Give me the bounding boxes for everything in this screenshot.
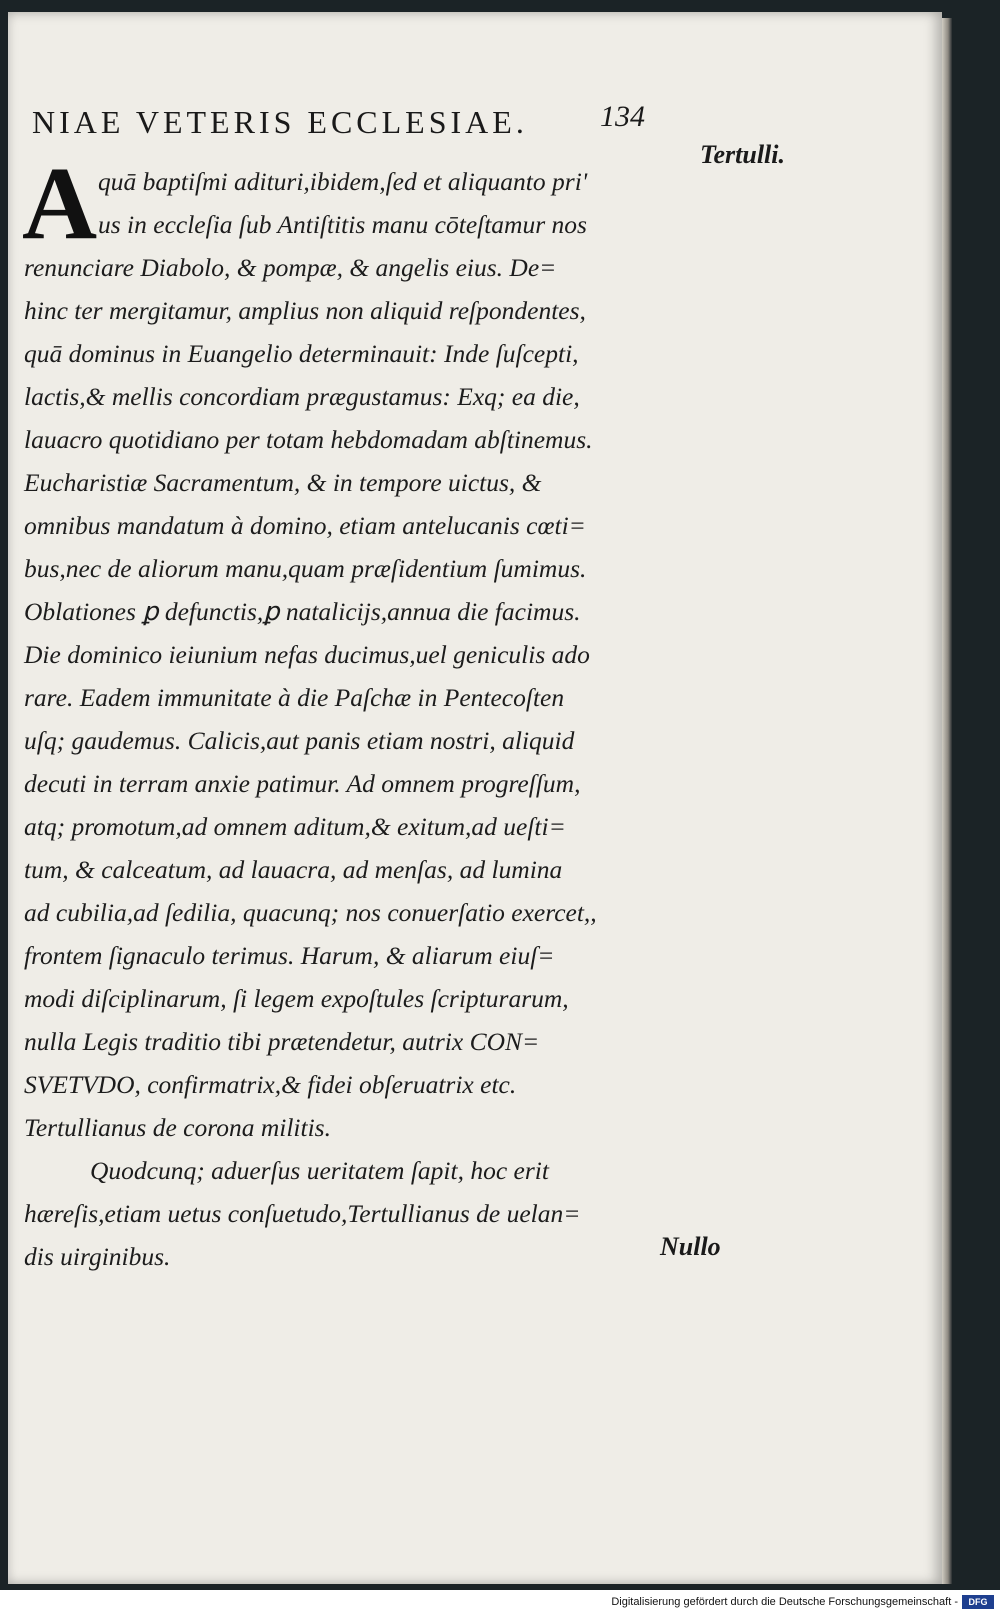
text-line: Oblationes ꝑ defunctis,ꝑ natalicijs,annua die facimus. — [24, 597, 581, 626]
page-edge — [942, 18, 952, 1584]
text-line: modi diſciplinarum, ſi legem expoſtules ſcripturarum, — [24, 984, 569, 1013]
text-line: Tertullianus de corona militis. — [24, 1113, 331, 1142]
dfg-logo: DFG — [962, 1595, 994, 1609]
marginal-note: Tertulli. — [700, 140, 786, 169]
text-line: rare. Eadem immunitate à die Paſchæ in Pentecoſten — [24, 683, 565, 712]
text-line: Die dominico ieiunium nefas ducimus,uel geniculis ado — [24, 640, 590, 669]
text-line: decuti in terram anxie patimur. Ad omnem progreſſum, — [24, 769, 581, 798]
text-line: renunciare Diabolo, & pompæ, & angelis eius. De= — [24, 253, 557, 282]
text-line: hinc ter mergitamur, amplius non aliquid reſpondentes, — [24, 296, 586, 325]
text-line: ad cubilia,ad ſedilia, quacunq; nos conuerſatio exercet,, — [24, 898, 597, 927]
running-head: NIAE VETERIS ECCLESIAE. — [32, 104, 528, 140]
page-number: 134 — [600, 100, 645, 133]
catchword: Nullo — [660, 1232, 721, 1261]
text-line: dis uirginibus. — [24, 1242, 171, 1271]
text-line: uſq; gaudemus. Calicis,aut panis etiam nostri, aliquid — [24, 726, 575, 755]
text-line: Eucharistiæ Sacramentum, & in tempore uictus, & — [24, 468, 542, 497]
text-line: omnibus mandatum à domino, etiam antelucanis cœti= — [24, 511, 586, 540]
footer-bar — [0, 1590, 1000, 1618]
text-line: bus,nec de aliorum manu,quam præſidentium ſumimus. — [24, 554, 587, 583]
text-line: SVETVDO, confirmatrix,& fidei obſeruatrix etc. — [24, 1070, 517, 1099]
text-line: nulla Legis traditio tibi prætendetur, autrix CON= — [24, 1027, 540, 1056]
text-line: lactis,& mellis concordiam prægustamus: Exq; ea die, — [24, 382, 580, 411]
text-line: Quodcunq; aduerſus ueritatem ſapit, hoc erit — [90, 1156, 549, 1185]
text-line: tum, & calceatum, ad lauacra, ad menſas, ad lumina — [24, 855, 563, 884]
text-line: lauacro quotidiano per totam hebdomadam abſtinemus. — [24, 425, 593, 454]
text-line: atq; promotum,ad omnem aditum,& exitum,ad ueſti= — [24, 812, 566, 841]
text-line: frontem ſignaculo terimus. Harum, & aliarum eiuſ= — [24, 941, 555, 970]
drop-cap-initial: A — [22, 146, 98, 261]
body-text — [20, 160, 720, 1278]
footer-credit: Digitalisierung gefördert durch die Deutsche Forschungsgemeinschaft - — [611, 1596, 958, 1608]
text-line: quā dominus in Euangelio determinauit: Inde ſuſcepti, — [24, 339, 579, 368]
text-line: quā baptiſmi adituri,ibidem,ſed et aliquanto pri' — [98, 167, 588, 196]
text-line: us in eccleſia ſub Antiſtitis manu cōteſtamur nos — [98, 210, 587, 239]
text-line: hæreſis,etiam uetus conſuetudo,Tertullianus de uelan= — [24, 1199, 581, 1228]
